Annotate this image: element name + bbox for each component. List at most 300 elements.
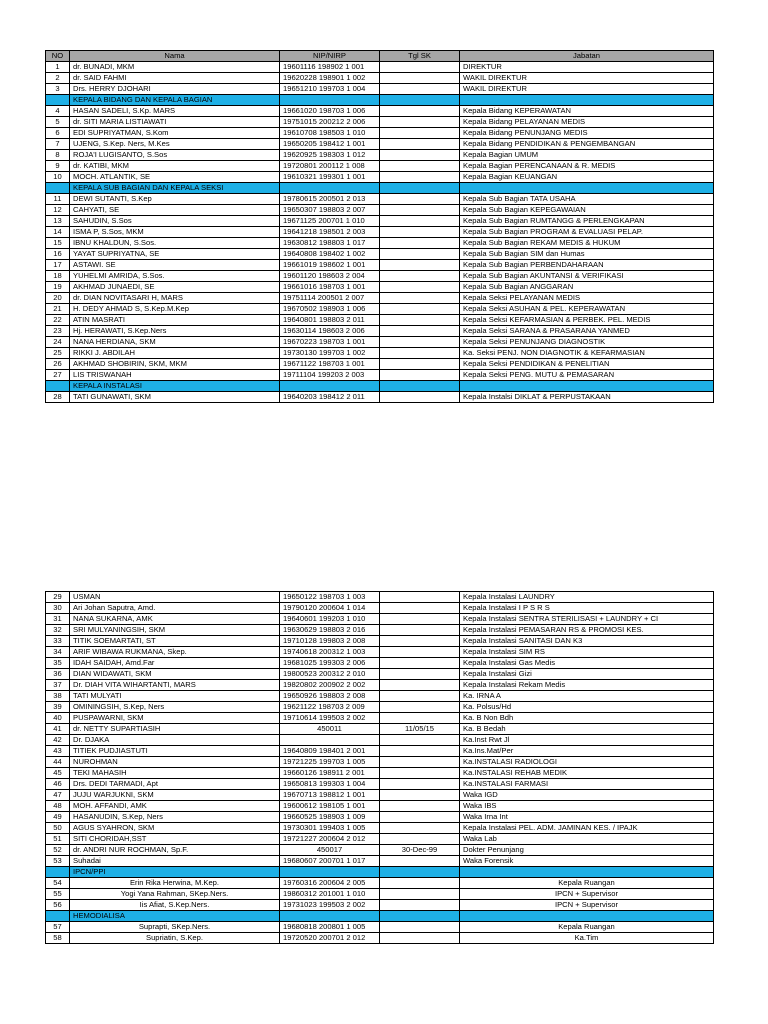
table-row [46, 669, 714, 680]
row-no: 5 [46, 117, 70, 128]
row-jabatan: Ka.Inst Rwt Jl [460, 735, 714, 746]
table-row [46, 713, 714, 724]
row-tgl-sk [380, 658, 460, 669]
row-nip: 19670502 198903 1 006 [280, 304, 380, 315]
row-tgl-sk [380, 293, 460, 304]
row-no: 20 [46, 293, 70, 304]
row-nama: TATI GUNAWATI, SKM [70, 392, 280, 403]
section-tgl-cell [380, 867, 460, 878]
row-jabatan: Kepala Instalasi PEMASARAN RS & PROMOSI KES. [460, 625, 714, 636]
row-no: 21 [46, 304, 70, 315]
table-row [46, 625, 714, 636]
row-tgl-sk [380, 62, 460, 73]
row-tgl-sk [380, 768, 460, 779]
section-title: KEPALA SUB BAGIAN DAN KEPALA SEKSI [70, 183, 280, 194]
row-no: 18 [46, 271, 70, 282]
table-row [46, 205, 714, 216]
table-row [46, 636, 714, 647]
table-row [46, 150, 714, 161]
row-jabatan: DIREKTUR [460, 62, 714, 73]
row-no: 23 [46, 326, 70, 337]
row-no: 15 [46, 238, 70, 249]
row-nip: 19640809 198401 2 001 [280, 746, 380, 757]
row-tgl-sk [380, 746, 460, 757]
row-nip: 19710614 199503 2 002 [280, 713, 380, 724]
row-tgl-sk [380, 128, 460, 139]
table-row [46, 84, 714, 95]
table-row [46, 592, 714, 603]
row-jabatan: Kepala Ruangan [460, 878, 714, 889]
row-no: 32 [46, 625, 70, 636]
row-nama: Hj. HERAWATI, S.Kep.Ners [70, 326, 280, 337]
section-row [46, 381, 714, 392]
row-tgl-sk [380, 161, 460, 172]
row-nip: 19790120 200604 1 014 [280, 603, 380, 614]
table-row [46, 702, 714, 713]
row-nip: 19610321 199301 1 001 [280, 172, 380, 183]
row-nip [280, 735, 380, 746]
row-nama: IDAH SAIDAH, Amd.Far [70, 658, 280, 669]
col-header-nama: Nama [70, 51, 280, 62]
section-nip-cell [280, 183, 380, 194]
row-no: 27 [46, 370, 70, 381]
row-no: 37 [46, 680, 70, 691]
section-tgl-cell [380, 381, 460, 392]
row-nip: 19621122 198703 2 009 [280, 702, 380, 713]
table-row [46, 823, 714, 834]
row-no: 19 [46, 282, 70, 293]
row-nama: IBNU KHALDUN, S.Sos. [70, 238, 280, 249]
row-tgl-sk [380, 315, 460, 326]
table-row [46, 260, 714, 271]
row-no: 7 [46, 139, 70, 150]
section-nip-cell [280, 381, 380, 392]
row-nip: 19601116 198902 1 001 [280, 62, 380, 73]
section-nip-cell [280, 95, 380, 106]
row-jabatan: Kepala Sub Bagian RUMTANGG & PERLENGKAPAN [460, 216, 714, 227]
row-tgl-sk [380, 614, 460, 625]
row-no: 48 [46, 801, 70, 812]
row-tgl-sk [380, 757, 460, 768]
row-nip: 19640601 199203 1 010 [280, 614, 380, 625]
row-nip: 19610708 198503 1 010 [280, 128, 380, 139]
row-jabatan: Kepala Instalsi DIKLAT & PERPUSTAKAAN [460, 392, 714, 403]
row-nip: 19800523 200312 2 010 [280, 669, 380, 680]
section-title: KEPALA BIDANG DAN KEPALA BAGIAN [70, 95, 280, 106]
section-jabatan-cell [460, 183, 714, 194]
row-jabatan: Ka.Ins.Mat/Per [460, 746, 714, 757]
row-nama: YUHELMI AMRIDA, S.Sos. [70, 271, 280, 282]
section-tgl-cell [380, 911, 460, 922]
row-tgl-sk [380, 592, 460, 603]
row-nip: 19680607 200701 1 017 [280, 856, 380, 867]
table-row [46, 647, 714, 658]
row-jabatan: Kepala Ruangan [460, 922, 714, 933]
row-nama: dr. BUNADI, MKM [70, 62, 280, 73]
row-nama: Suhadai [70, 856, 280, 867]
row-nip: 19671125 200701 1 010 [280, 216, 380, 227]
row-jabatan: Waka IGD [460, 790, 714, 801]
row-no: 12 [46, 205, 70, 216]
row-nama: Iis Afiat, S.Kep.Ners. [70, 900, 280, 911]
row-nip: 19601120 198603 2 004 [280, 271, 380, 282]
row-nip: 19660525 198903 1 009 [280, 812, 380, 823]
row-no: 25 [46, 348, 70, 359]
table-row [46, 603, 714, 614]
row-nama: AKHMAD SHOBIRIN, SKM, MKM [70, 359, 280, 370]
staff-table-1 [45, 50, 714, 403]
row-no: 43 [46, 746, 70, 757]
row-tgl-sk [380, 779, 460, 790]
row-jabatan: Kepala Instalasi Gizi [460, 669, 714, 680]
row-nip: 19751015 200212 2 006 [280, 117, 380, 128]
row-nama: Yogi Yana Rahman, SKep.Ners. [70, 889, 280, 900]
row-no: 1 [46, 62, 70, 73]
row-nama: SAHUDIN, S.Sos [70, 216, 280, 227]
row-nip: 19630114 198603 2 006 [280, 326, 380, 337]
row-nama: ARIF WIBAWA RUKMANA, Skep. [70, 647, 280, 658]
row-nama: Ari Johan Saputra, Amd. [70, 603, 280, 614]
row-jabatan: Kepala Sub Bagian PROGRAM & EVALUASI PELAP. [460, 227, 714, 238]
col-header-nip: NIP/NIRP [280, 51, 380, 62]
row-nama: LIS TRISWANAH [70, 370, 280, 381]
row-nama: TITIK SOEMARTATI, ST [70, 636, 280, 647]
row-nama: PUSPAWARNI, SKM [70, 713, 280, 724]
section-row [46, 183, 714, 194]
row-nip: 19650307 198803 2 007 [280, 205, 380, 216]
table-row [46, 106, 714, 117]
row-nip: 19740618 200312 1 003 [280, 647, 380, 658]
row-no: 54 [46, 878, 70, 889]
row-tgl-sk [380, 922, 460, 933]
row-jabatan: IPCN + Supervisor [460, 889, 714, 900]
row-no: 33 [46, 636, 70, 647]
row-tgl-sk [380, 326, 460, 337]
row-jabatan: Kepala Seksi PENUNJANG DIAGNOSTIK [460, 337, 714, 348]
row-nip: 450011 [280, 724, 380, 735]
row-nip: 19641218 198501 2 003 [280, 227, 380, 238]
row-jabatan: Kepala Seksi PENG. MUTU & PEMASARAN [460, 370, 714, 381]
table-row [46, 878, 714, 889]
row-no: 52 [46, 845, 70, 856]
row-tgl-sk [380, 150, 460, 161]
row-jabatan: Kepala Bidang PELAYANAN MEDIS [460, 117, 714, 128]
row-nama: Suprapti, SKep.Ners. [70, 922, 280, 933]
row-tgl-sk [380, 304, 460, 315]
row-nama: ISMA P, S.Sos, MKM [70, 227, 280, 238]
row-no: 38 [46, 691, 70, 702]
row-jabatan: Waka IBS [460, 801, 714, 812]
row-no: 47 [46, 790, 70, 801]
table-row [46, 161, 714, 172]
table-row [46, 62, 714, 73]
row-tgl-sk [380, 249, 460, 260]
row-no: 3 [46, 84, 70, 95]
row-nip: 19720520 200701 2 012 [280, 933, 380, 944]
row-tgl-sk [380, 227, 460, 238]
staff-table-2 [45, 591, 714, 944]
row-nip: 19620925 198303 1 012 [280, 150, 380, 161]
table-row [46, 326, 714, 337]
row-nama: Supriatin, S.Kep. [70, 933, 280, 944]
row-no: 6 [46, 128, 70, 139]
table-row [46, 73, 714, 84]
row-jabatan: Ka.INSTALASI REHAB MEDIK [460, 768, 714, 779]
table-row [46, 790, 714, 801]
table-row [46, 348, 714, 359]
row-jabatan: Kepala Instalasi PEL. ADM. JAMINAN KES. / IPAJK [460, 823, 714, 834]
row-nama: JUJU WARJUKNI, SKM [70, 790, 280, 801]
row-no: 2 [46, 73, 70, 84]
section-jabatan-cell [460, 381, 714, 392]
row-nama: TITIEK PUDJIASTUTI [70, 746, 280, 757]
row-tgl-sk [380, 713, 460, 724]
row-nip: 19650813 199303 1 004 [280, 779, 380, 790]
row-nama: HASAN SADELI, S.Kp. MARS [70, 106, 280, 117]
row-jabatan: Kepala Instalasi SIM RS [460, 647, 714, 658]
table-row [46, 856, 714, 867]
row-nip: 19651210 199703 1 004 [280, 84, 380, 95]
col-header-tgl-sk: Tgl SK [380, 51, 460, 62]
section-nip-cell [280, 867, 380, 878]
row-nip: 19760316 200604 2 005 [280, 878, 380, 889]
row-tgl-sk [380, 238, 460, 249]
row-no: 40 [46, 713, 70, 724]
row-jabatan: Waka Lab [460, 834, 714, 845]
row-nip: 19600612 198105 1 001 [280, 801, 380, 812]
row-nama: MOH. AFFANDI, AMK [70, 801, 280, 812]
row-nip: 19860312 201001 1 010 [280, 889, 380, 900]
section-row [46, 867, 714, 878]
row-nama: dr. NETTY SUPARTIASIH [70, 724, 280, 735]
row-nip: 19661020 198703 1 006 [280, 106, 380, 117]
table-row [46, 359, 714, 370]
table-row [46, 933, 714, 944]
table-row [46, 139, 714, 150]
row-nama: dr. SAID FAHMI [70, 73, 280, 84]
row-nip: 450017 [280, 845, 380, 856]
row-tgl-sk [380, 625, 460, 636]
table-row [46, 801, 714, 812]
table-row [46, 834, 714, 845]
row-jabatan: Ka. B Non Bdh [460, 713, 714, 724]
section-tgl-cell [380, 95, 460, 106]
row-nip: 19661019 198602 1 001 [280, 260, 380, 271]
section-no-cell [46, 95, 70, 106]
row-no: 45 [46, 768, 70, 779]
row-tgl-sk [380, 878, 460, 889]
row-no: 28 [46, 392, 70, 403]
row-jabatan: Kepala Instalasi Rekam Medis [460, 680, 714, 691]
row-no: 10 [46, 172, 70, 183]
row-tgl-sk [380, 636, 460, 647]
row-nip: 19660126 198911 2 001 [280, 768, 380, 779]
row-tgl-sk [380, 790, 460, 801]
row-no: 51 [46, 834, 70, 845]
row-nip: 19650926 198803 2 008 [280, 691, 380, 702]
row-no: 44 [46, 757, 70, 768]
row-tgl-sk [380, 260, 460, 271]
table-row [46, 614, 714, 625]
row-nama: ASTAWI. SE [70, 260, 280, 271]
row-jabatan: Kepala Seksi PENDIDIKAN & PENELITIAN [460, 359, 714, 370]
table-row [46, 680, 714, 691]
row-jabatan: Kepala Sub Bagian PERBENDAHARAAN [460, 260, 714, 271]
row-nip: 19630629 198803 2 016 [280, 625, 380, 636]
row-tgl-sk [380, 834, 460, 845]
row-nip: 19630812 198803 1 017 [280, 238, 380, 249]
row-jabatan: WAKIL DIREKTUR [460, 84, 714, 95]
row-no: 57 [46, 922, 70, 933]
row-nama: OMININGSIH, S.Kep, Ners [70, 702, 280, 713]
row-tgl-sk [380, 348, 460, 359]
row-nama: NANA SUKARNA, AMK [70, 614, 280, 625]
row-jabatan: Kepala Seksi SARANA & PRASARANA YANMED [460, 326, 714, 337]
row-no: 17 [46, 260, 70, 271]
row-nama: MOCH. ATLANTIK, SE [70, 172, 280, 183]
row-nip: 19640203 198412 2 011 [280, 392, 380, 403]
row-nama: dr. DIAN NOVITASARI H, MARS [70, 293, 280, 304]
table-row [46, 392, 714, 403]
row-nip: 19721225 199703 1 005 [280, 757, 380, 768]
row-no: 4 [46, 106, 70, 117]
row-nama: YAYAT SUPRIYATNA, SE [70, 249, 280, 260]
section-nip-cell [280, 911, 380, 922]
section-no-cell [46, 911, 70, 922]
row-tgl-sk [380, 271, 460, 282]
row-nip: 19780615 200501 2 013 [280, 194, 380, 205]
row-nama: USMAN [70, 592, 280, 603]
section-row [46, 911, 714, 922]
row-jabatan: Kepala Instalasi LAUNDRY [460, 592, 714, 603]
row-nama: RIKKI J. ABDILAH [70, 348, 280, 359]
section-tgl-cell [380, 183, 460, 194]
row-jabatan: Ka.INSTALASI FARMASI [460, 779, 714, 790]
row-no: 31 [46, 614, 70, 625]
row-jabatan: WAKIL DIREKTUR [460, 73, 714, 84]
row-jabatan: Kepala Bidang PENDIDIKAN & PENGEMBANGAN [460, 139, 714, 150]
row-tgl-sk [380, 812, 460, 823]
row-jabatan: Waka Forensik [460, 856, 714, 867]
row-jabatan: Ka. Polsus/Hd [460, 702, 714, 713]
row-nama: ROJA'I LUGISANTO, S.Sos [70, 150, 280, 161]
section-no-cell [46, 867, 70, 878]
table-row [46, 900, 714, 911]
row-jabatan: Kepala Sub Bagian AKUNTANSI & VERIFIKASI [460, 271, 714, 282]
row-nama: Dr. DIAH VITA WIHARTANTI, MARS [70, 680, 280, 691]
section-no-cell [46, 381, 70, 392]
table-row [46, 746, 714, 757]
table-row [46, 889, 714, 900]
row-nip: 19620228 198901 1 002 [280, 73, 380, 84]
table-row [46, 117, 714, 128]
row-nip: 19640801 198803 2 011 [280, 315, 380, 326]
col-header-no: NO [46, 51, 70, 62]
table-row [46, 757, 714, 768]
row-tgl-sk [380, 106, 460, 117]
table-row [46, 304, 714, 315]
table-row [46, 768, 714, 779]
row-no: 14 [46, 227, 70, 238]
row-tgl-sk [380, 647, 460, 658]
row-tgl-sk [380, 359, 460, 370]
row-nip: 19710128 199803 2 008 [280, 636, 380, 647]
section-no-cell [46, 183, 70, 194]
row-no: 41 [46, 724, 70, 735]
row-nama: SRI MULYANINGSIH, SKM [70, 625, 280, 636]
row-nama: HASANUDIN, S.Kep, Ners [70, 812, 280, 823]
row-tgl-sk [380, 139, 460, 150]
row-jabatan: Ka. Seksi PENJ. NON DIAGNOTIK & KEFARMASIAN [460, 348, 714, 359]
row-no: 39 [46, 702, 70, 713]
row-nama: AKHMAD JUNAEDI, SE [70, 282, 280, 293]
row-jabatan: Kepala Sub Bagian TATA USAHA [460, 194, 714, 205]
row-tgl-sk [380, 392, 460, 403]
row-jabatan: Ka.INSTALASI RADIOLOGI [460, 757, 714, 768]
table-row [46, 271, 714, 282]
table-row [46, 315, 714, 326]
row-no: 9 [46, 161, 70, 172]
row-nip: 19731023 199503 2 002 [280, 900, 380, 911]
row-no: 49 [46, 812, 70, 823]
row-nip: 19820802 200902 2 002 [280, 680, 380, 691]
section-title: HEMODIALISA [70, 911, 280, 922]
row-tgl-sk [380, 702, 460, 713]
table-row [46, 227, 714, 238]
row-tgl-sk [380, 337, 460, 348]
row-no: 58 [46, 933, 70, 944]
row-tgl-sk [380, 84, 460, 95]
section-row [46, 95, 714, 106]
table-row [46, 194, 714, 205]
section-title: IPCN/PPI [70, 867, 280, 878]
row-jabatan: Kepala Instalasi Gas Medis [460, 658, 714, 669]
row-no: 53 [46, 856, 70, 867]
row-nama: Drs. HERRY DJOHARI [70, 84, 280, 95]
row-nama: TATI MULYATI [70, 691, 280, 702]
row-jabatan: Kepala Instalasi SANITASI DAN K3 [460, 636, 714, 647]
row-no: 42 [46, 735, 70, 746]
row-jabatan: Kepala Bidang KEPERAWATAN [460, 106, 714, 117]
row-jabatan: Ka.Tim [460, 933, 714, 944]
row-jabatan: Kepala Bagian KEUANGAN [460, 172, 714, 183]
row-tgl-sk [380, 194, 460, 205]
row-nip: 19730130 199703 1 002 [280, 348, 380, 359]
table-row [46, 724, 714, 735]
row-no: 8 [46, 150, 70, 161]
row-jabatan: Kepala Sub Bagian ANGGARAN [460, 282, 714, 293]
row-tgl-sk [380, 823, 460, 834]
table-row [46, 172, 714, 183]
table-row [46, 812, 714, 823]
table-row [46, 282, 714, 293]
row-tgl-sk [380, 205, 460, 216]
row-tgl-sk [380, 735, 460, 746]
row-nama: CAHYATI, SE [70, 205, 280, 216]
table-row [46, 216, 714, 227]
section-jabatan-cell [460, 95, 714, 106]
row-nama: ATIN MASRATI [70, 315, 280, 326]
row-nama: UJENG, S.Kep. Ners, M.Kes [70, 139, 280, 150]
row-tgl-sk [380, 856, 460, 867]
table-row [46, 370, 714, 381]
row-nama: H. DEDY AHMAD S, S.Kep.M.Kep [70, 304, 280, 315]
row-no: 26 [46, 359, 70, 370]
row-no: 30 [46, 603, 70, 614]
row-jabatan: Kepala Instalasi SENTRA STERILISASI + LAUNDRY + CI [460, 614, 714, 625]
section-jabatan-cell [460, 867, 714, 878]
table-row [46, 735, 714, 746]
